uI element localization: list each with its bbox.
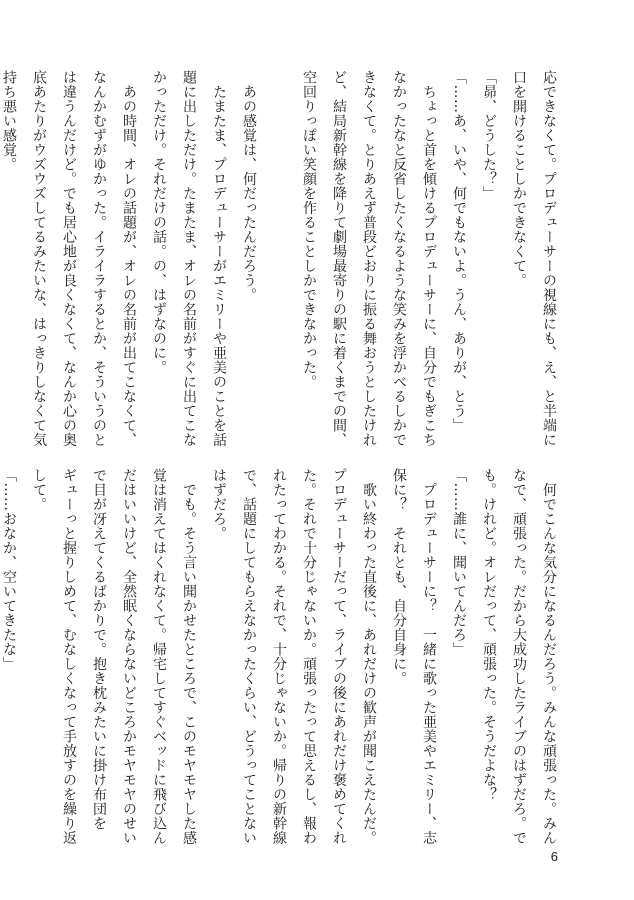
text-line: 「……誰に、聞いてんだろ」 xyxy=(451,468,467,657)
text-line: なんかむずがゆかった。イライラするとか、そういうのと xyxy=(91,70,107,447)
text-line: 歌い終わった直後に、あれだけの歓声が聞こえたんだ。 xyxy=(361,468,377,845)
top-text-block xyxy=(1,70,564,450)
text-line: なかったなと反省したくなるような笑みを浮かべるしかで xyxy=(391,70,407,447)
text-line: あの感覚は、何だったんだろう。 xyxy=(241,70,257,302)
text-line: も。けれど。オレだって、頑張った。そうだよな？ xyxy=(481,468,497,802)
text-line: して。 xyxy=(31,468,47,512)
text-line: 保に？ それとも、自分自身に。 xyxy=(391,468,407,686)
text-line: 持ち悪い感覚。 xyxy=(1,70,17,172)
text-line: ギューっと握りしめて、むなしくなって手放すのを繰り返 xyxy=(61,468,77,845)
text-line: はずだろ。 xyxy=(211,468,227,541)
text-line: あの時間、オレの話題が、オレの名前が出てこなくて、 xyxy=(121,70,137,447)
text-line: 何でこんな気分になるんだろう。みんな頑張った。みん xyxy=(541,468,557,845)
text-line: かっただけ。それだけの話。の、はずなのに。 xyxy=(151,70,167,375)
text-line: でも。そう言い聞かせたところで、このモヤモヤした感 xyxy=(181,468,197,845)
text-line: 「……おなか、空いてきたな」 xyxy=(1,468,17,671)
text-line: だはいいけど、全然眠くならないどころかモヤモヤのせい xyxy=(121,468,137,845)
text-line: なで、頑張った。だから大成功したライブのはずだろ。で xyxy=(511,468,527,845)
page-number: 6 xyxy=(550,849,558,864)
text-line: ど、結局新幹線を降りて劇場最寄りの駅に着くまでの間、 xyxy=(331,70,347,447)
text-line: ちょっと首を傾けるプロデューサーに、自分でもぎこち xyxy=(421,70,437,447)
text-line: で、話題にしてもらえなかったくらい、どうってことない xyxy=(241,468,257,845)
text-line: たまたま、プロデューサーがエミリーや亜美のことを話 xyxy=(211,70,227,447)
text-line: 「……あ、いや、何でもないよ。うん、ありが、とう」 xyxy=(451,70,467,433)
text-line: 口を開けることしかできなくて。 xyxy=(511,70,527,288)
text-line: で目が冴えてくるばかりで。抱き枕みたいに掛け布団を xyxy=(91,468,107,831)
text-line: た。それで十分じゃないか。頑張ったって思えるし、報わ xyxy=(301,468,317,845)
text-line: は違うんだけど。でも居心地が良くなくて、なんか心の奥 xyxy=(61,70,77,447)
text-line: れたってわかる。それで、十分じゃないか。帰りの新幹線 xyxy=(271,468,287,845)
text-line: 底あたりがウズウズしてるみたいな、はっきりしなくて気 xyxy=(31,70,47,447)
text-line: プロデューサーだって、ライブの後にあれだけ褒めてくれ xyxy=(331,468,347,845)
text-line: プロデューサーに？ 一緒に歌った亜美やエミリー、志 xyxy=(421,468,437,845)
text-line: きなくて。とりあえず普段どおりに振る舞おうとしたけれ xyxy=(361,70,377,447)
text-line: 「昴、どうした？」 xyxy=(481,70,497,201)
text-line xyxy=(264,70,294,450)
text-line: 空回りっぽい笑顔を作ることしかできなかった。 xyxy=(301,70,317,389)
text-line: 題に出しただけ。たまたま、オレの名前がすぐに出てこな xyxy=(181,70,197,447)
text-line: 応できなくて。プロデューサーの視線にも、え、と半端に xyxy=(541,70,557,447)
bottom-text-block xyxy=(1,468,564,848)
text-line: 覚は消えてはくれなくて。帰宅してすぐベッドに飛び込ん xyxy=(151,468,167,845)
